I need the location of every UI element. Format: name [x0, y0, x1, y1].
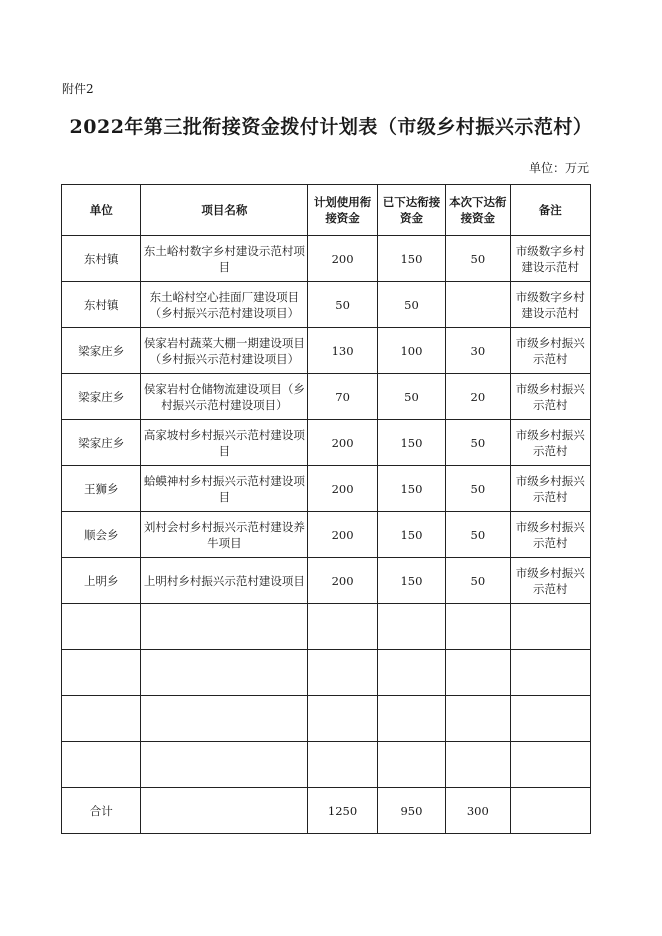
cell-unit: 上明乡 — [62, 558, 141, 604]
cell-current-funds: 20 — [446, 374, 510, 420]
cell-plan-funds — [308, 742, 377, 788]
cell-note: 市级乡村振兴示范村 — [510, 420, 591, 466]
cell-project: 侯家岩村仓储物流建设项目（乡村振兴示范村建设项目） — [141, 374, 308, 420]
cell-issued-funds: 150 — [377, 236, 445, 282]
table-row — [62, 512, 591, 558]
cell-project: 高家坡村乡村振兴示范村建设项目 — [141, 420, 308, 466]
attachment-label: 附件2 — [62, 82, 94, 96]
cell-current-funds — [446, 650, 510, 696]
cell-unit — [62, 650, 141, 696]
cell-current-funds: 30 — [446, 328, 510, 374]
cell-plan-funds: 130 — [308, 328, 377, 374]
cell-current-funds: 50 — [446, 558, 510, 604]
table-row — [62, 374, 591, 420]
table-row — [62, 236, 591, 282]
total-row — [62, 788, 591, 834]
cell-issued-funds: 150 — [377, 558, 445, 604]
total-plan: 1250 — [308, 788, 377, 834]
cell-plan-funds: 200 — [308, 236, 377, 282]
cell-project — [141, 650, 308, 696]
cell-note: 市级数字乡村建设示范村 — [510, 236, 591, 282]
header-project: 项目名称 — [141, 185, 308, 236]
cell-current-funds: 50 — [446, 420, 510, 466]
cell-note — [510, 742, 591, 788]
cell-current-funds: 50 — [446, 236, 510, 282]
cell-project — [141, 604, 308, 650]
cell-note: 市级乡村振兴示范村 — [510, 512, 591, 558]
table-row — [62, 466, 591, 512]
cell-unit: 东村镇 — [62, 236, 141, 282]
table-row — [62, 420, 591, 466]
cell-unit: 梁家庄乡 — [62, 374, 141, 420]
cell-plan-funds: 70 — [308, 374, 377, 420]
header-note: 备注 — [510, 185, 591, 236]
cell-note: 市级数字乡村建设示范村 — [510, 282, 591, 328]
cell-unit: 梁家庄乡 — [62, 328, 141, 374]
total-current: 300 — [446, 788, 510, 834]
table-row — [62, 282, 591, 328]
table-row — [62, 742, 591, 788]
cell-unit: 王狮乡 — [62, 466, 141, 512]
page-title: 2022年第三批衔接资金拨付计划表（市级乡村振兴示范村） — [69, 116, 593, 138]
cell-unit: 梁家庄乡 — [62, 420, 141, 466]
cell-project: 侯家岩村蔬菜大棚一期建设项目（乡村振兴示范村建设项目） — [141, 328, 308, 374]
cell-plan-funds: 200 — [308, 420, 377, 466]
table-row — [62, 696, 591, 742]
cell-note: 市级乡村振兴示范村 — [510, 328, 591, 374]
cell-current-funds — [446, 742, 510, 788]
cell-project — [141, 742, 308, 788]
cell-unit: 东村镇 — [62, 282, 141, 328]
cell-issued-funds — [377, 742, 445, 788]
cell-plan-funds: 200 — [308, 558, 377, 604]
cell-project: 蛤蟆神村乡村振兴示范村建设项目 — [141, 466, 308, 512]
total-project — [141, 788, 308, 834]
table-row — [62, 558, 591, 604]
cell-plan-funds: 200 — [308, 512, 377, 558]
cell-issued-funds — [377, 650, 445, 696]
header-current-funds: 本次下达衔接资金 — [446, 185, 510, 236]
unit-label: 单位：万元 — [528, 161, 589, 175]
cell-unit — [62, 742, 141, 788]
cell-current-funds — [446, 604, 510, 650]
cell-current-funds — [446, 696, 510, 742]
cell-current-funds — [446, 282, 510, 328]
header-unit: 单位 — [62, 185, 141, 236]
cell-issued-funds: 150 — [377, 512, 445, 558]
cell-issued-funds: 150 — [377, 420, 445, 466]
cell-note: 市级乡村振兴示范村 — [510, 466, 591, 512]
cell-issued-funds — [377, 696, 445, 742]
cell-issued-funds: 100 — [377, 328, 445, 374]
cell-project: 东土峪村数字乡村建设示范村项目 — [141, 236, 308, 282]
cell-issued-funds: 50 — [377, 374, 445, 420]
cell-plan-funds: 50 — [308, 282, 377, 328]
cell-project: 东土峪村空心挂面厂建设项目（乡村振兴示范村建设项目） — [141, 282, 308, 328]
table-row — [62, 650, 591, 696]
total-label: 合计 — [62, 788, 141, 834]
cell-current-funds: 50 — [446, 466, 510, 512]
cell-plan-funds: 200 — [308, 466, 377, 512]
cell-note — [510, 650, 591, 696]
cell-plan-funds — [308, 604, 377, 650]
cell-unit — [62, 604, 141, 650]
cell-note — [510, 604, 591, 650]
table-row — [62, 328, 591, 374]
cell-unit: 顺会乡 — [62, 512, 141, 558]
cell-issued-funds: 50 — [377, 282, 445, 328]
cell-issued-funds: 150 — [377, 466, 445, 512]
cell-unit — [62, 696, 141, 742]
cell-project — [141, 696, 308, 742]
cell-issued-funds — [377, 604, 445, 650]
cell-project: 上明村乡村振兴示范村建设项目 — [141, 558, 308, 604]
header-plan-funds: 计划使用衔接资金 — [308, 185, 377, 236]
cell-note — [510, 696, 591, 742]
cell-plan-funds — [308, 650, 377, 696]
total-note — [510, 788, 591, 834]
total-issued: 950 — [377, 788, 445, 834]
table-row — [62, 604, 591, 650]
cell-note: 市级乡村振兴示范村 — [510, 558, 591, 604]
funding-plan-table — [61, 184, 591, 834]
cell-plan-funds — [308, 696, 377, 742]
cell-current-funds: 50 — [446, 512, 510, 558]
table-header-row — [62, 185, 591, 236]
cell-project: 刘村会村乡村振兴示范村建设养牛项目 — [141, 512, 308, 558]
header-issued-funds: 已下达衔接资金 — [377, 185, 445, 236]
cell-note: 市级乡村振兴示范村 — [510, 374, 591, 420]
